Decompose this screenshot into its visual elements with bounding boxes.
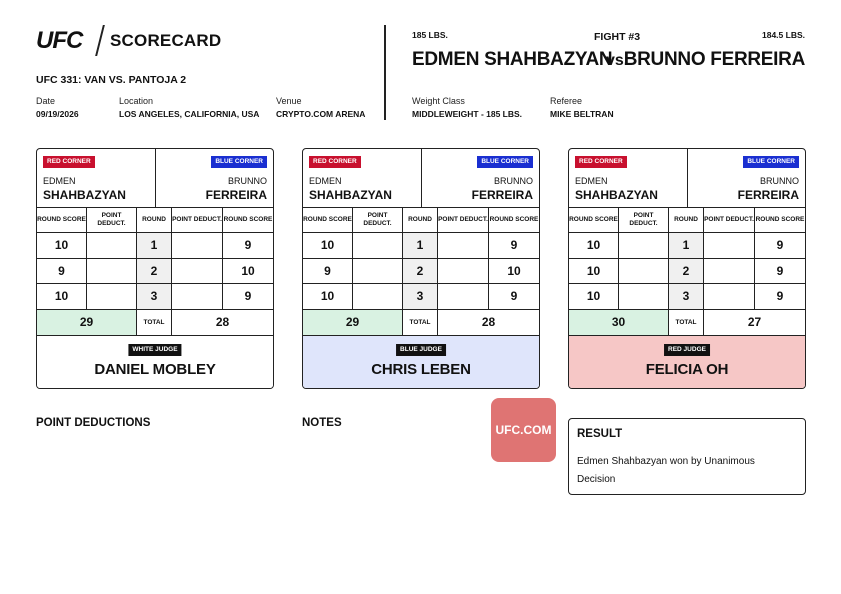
red-point-deduction (619, 284, 669, 309)
fight-number: FIGHT #3 (594, 31, 641, 43)
total-row (37, 310, 273, 336)
scorecard-red-judge (568, 148, 806, 389)
venue-label: Venue (276, 96, 302, 106)
table-row (37, 284, 273, 310)
column-header: ROUND (137, 208, 172, 232)
blue-round-score: 9 (244, 289, 252, 304)
table-row (569, 233, 805, 259)
blue-fighter-weight: 184.5 LBS. (762, 30, 805, 40)
red-round-score: 9 (303, 259, 353, 284)
judge-tag: BLUE JUDGE (396, 344, 446, 356)
judge-area (569, 336, 805, 389)
score-table-header (37, 208, 273, 233)
total-label: TOTAL (137, 310, 172, 335)
judge-name: CHRIS LEBEN (371, 361, 471, 378)
red-round-score: 10 (569, 259, 619, 284)
blue-last-name: FERREIRA (205, 188, 267, 202)
round-number: 3 (669, 284, 704, 309)
judge-name: DANIEL MOBLEY (94, 361, 216, 378)
column-header: POINT DEDUCT. (353, 208, 403, 232)
notes-title: NOTES (302, 417, 342, 429)
red-point-deduction (353, 233, 403, 258)
column-header: ROUND SCORE (223, 216, 273, 223)
round-number: 1 (669, 233, 704, 258)
total-row (569, 310, 805, 336)
column-header: ROUND SCORE (755, 216, 805, 223)
red-round-score: 10 (303, 284, 353, 309)
referee-value: MIKE BELTRAN (550, 109, 614, 119)
column-header: ROUND (669, 208, 704, 232)
red-total: 30 (569, 310, 669, 335)
red-point-deduction (87, 259, 137, 284)
red-point-deduction (353, 284, 403, 309)
fighter-header (303, 149, 539, 208)
blue-round-score: 9 (510, 238, 518, 253)
document-title: SCORECARD (110, 31, 222, 50)
round-number: 2 (669, 259, 704, 284)
table-row (303, 233, 539, 259)
judge-area (37, 336, 273, 389)
logo-divider (95, 25, 105, 56)
column-header: POINT DEDUCT. (619, 208, 669, 232)
round-number: 2 (403, 259, 438, 284)
column-header: POINT DEDUCT. (438, 208, 489, 232)
blue-round-score: 9 (510, 289, 518, 304)
red-fighter-weight: 185 LBS. (412, 30, 448, 40)
header-divider (384, 25, 386, 120)
scorecard-white-judge (36, 148, 274, 389)
table-row (37, 259, 273, 285)
blue-point-deduction (704, 284, 755, 309)
judge-tag: WHITE JUDGE (128, 344, 181, 356)
scorecard-blue-judge (302, 148, 540, 389)
blue-point-deduction (172, 284, 223, 309)
total-row (303, 310, 539, 336)
red-first-name: EDMEN (575, 176, 608, 186)
column-header: ROUND SCORE (489, 216, 539, 223)
red-point-deduction (87, 284, 137, 309)
blue-round-score: 9 (776, 263, 784, 278)
blue-point-deduction (438, 284, 489, 309)
red-point-deduction (353, 259, 403, 284)
blue-round-score: 9 (776, 238, 784, 253)
column-header: POINT DEDUCT. (87, 208, 137, 232)
blue-point-deduction (438, 233, 489, 258)
result-title: RESULT (577, 428, 623, 440)
red-point-deduction (619, 259, 669, 284)
red-fighter-name: EDMEN SHAHBAZYAN (412, 49, 613, 70)
column-header: ROUND SCORE (569, 208, 619, 232)
point-deductions-title: POINT DEDUCTIONS (36, 417, 151, 429)
red-round-score: 10 (303, 233, 353, 258)
blue-round-score: 10 (507, 263, 521, 278)
red-corner-tag: RED CORNER (309, 156, 361, 168)
blue-first-name: BRUNNO (759, 176, 799, 186)
blue-first-name: BRUNNO (493, 176, 533, 186)
location-value: LOS ANGELES, CALIFORNIA, USA (119, 109, 260, 119)
red-corner-tag: RED CORNER (575, 156, 627, 168)
table-row (37, 233, 273, 259)
red-first-name: EDMEN (309, 176, 342, 186)
blue-last-name: FERREIRA (471, 188, 533, 202)
judge-name: FELICIA OH (645, 361, 729, 378)
red-round-score: 10 (569, 233, 619, 258)
venue-value: CRYPTO.COM ARENA (276, 109, 366, 119)
ufc-com-badge[interactable]: UFC.COM (491, 398, 556, 462)
blue-point-deduction (172, 259, 223, 284)
blue-first-name: BRUNNO (227, 176, 267, 186)
red-total: 29 (303, 310, 403, 335)
red-point-deduction (619, 233, 669, 258)
judge-tag: RED JUDGE (664, 344, 710, 356)
column-header: POINT DEDUCT. (172, 208, 223, 232)
total-label: TOTAL (403, 310, 438, 335)
blue-fighter-name: BRUNNO FERREIRA (623, 49, 805, 70)
red-round-score: 10 (569, 284, 619, 309)
red-round-score: 9 (37, 259, 87, 284)
red-point-deduction (87, 233, 137, 258)
blue-total: 28 (481, 315, 496, 329)
score-table-header (569, 208, 805, 233)
blue-corner-tag: BLUE CORNER (743, 156, 799, 168)
red-last-name: SHAHBAZYAN (575, 188, 658, 202)
round-number: 3 (137, 284, 172, 309)
blue-round-score: 9 (776, 289, 784, 304)
blue-corner-tag: BLUE CORNER (477, 156, 533, 168)
versus-label: vs. (606, 52, 629, 69)
date-value: 09/19/2026 (36, 109, 79, 119)
score-table-header (303, 208, 539, 233)
blue-point-deduction (172, 233, 223, 258)
location-label: Location (119, 96, 154, 106)
blue-point-deduction (704, 259, 755, 284)
blue-round-score: 10 (241, 263, 255, 278)
blue-total: 27 (747, 315, 762, 329)
date-label: Date (36, 96, 56, 106)
blue-round-score: 9 (244, 238, 252, 253)
blue-corner-tag: BLUE CORNER (211, 156, 267, 168)
result-text: Edmen Shahbazyan won by Unanimous Decision (577, 456, 755, 485)
round-number: 2 (137, 259, 172, 284)
round-number: 1 (137, 233, 172, 258)
table-row (569, 259, 805, 285)
blue-total: 28 (215, 315, 230, 329)
red-first-name: EDMEN (43, 176, 76, 186)
red-last-name: SHAHBAZYAN (309, 188, 392, 202)
referee-label: Referee (550, 96, 583, 106)
red-last-name: SHAHBAZYAN (43, 188, 126, 202)
total-label: TOTAL (669, 310, 704, 335)
fighter-header (37, 149, 273, 208)
red-corner-tag: RED CORNER (43, 156, 95, 168)
event-name: UFC 331: VAN VS. PANTOJA 2 (36, 74, 187, 86)
table-row (569, 284, 805, 310)
blue-point-deduction (704, 233, 755, 258)
column-header: ROUND (403, 208, 438, 232)
column-header: ROUND SCORE (303, 208, 353, 232)
table-row (303, 284, 539, 310)
blue-point-deduction (438, 259, 489, 284)
red-round-score: 10 (37, 284, 87, 309)
weight-class-label: Weight Class (412, 96, 465, 106)
ufc-logo: UFC (36, 27, 83, 54)
result-box (568, 418, 806, 495)
round-number: 1 (403, 233, 438, 258)
blue-last-name: FERREIRA (737, 188, 799, 202)
column-header: POINT DEDUCT. (704, 208, 755, 232)
round-number: 3 (403, 284, 438, 309)
weight-class-value: MIDDLEWEIGHT - 185 LBS. (412, 109, 523, 119)
table-row (303, 259, 539, 285)
red-round-score: 10 (37, 233, 87, 258)
fighter-header (569, 149, 805, 208)
column-header: ROUND SCORE (37, 208, 87, 232)
judge-area (303, 336, 539, 389)
red-total: 29 (37, 310, 137, 335)
